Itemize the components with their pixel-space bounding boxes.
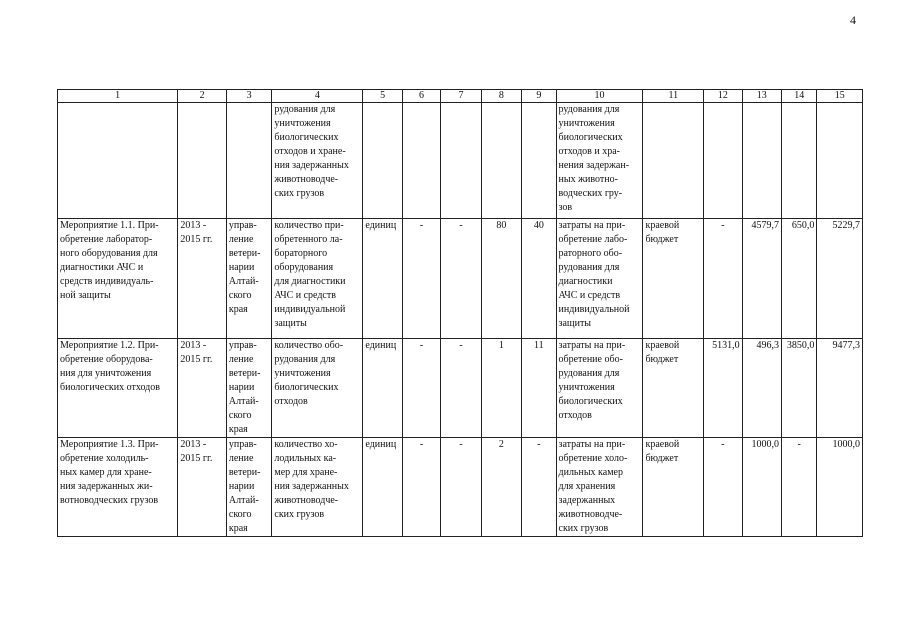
indicator-cell	[272, 438, 363, 537]
column-number: 10	[556, 90, 643, 103]
cell-text-line: нарии	[228, 481, 255, 492]
cell-text-line: биологических	[558, 132, 623, 143]
column-number: 9	[522, 90, 556, 103]
cell-text-line: бюджет	[645, 354, 679, 365]
cell-text-line: управ-	[228, 439, 257, 450]
cell-text-line: нарии	[228, 382, 255, 393]
expense-cell	[556, 339, 643, 438]
cell-text-line: Мероприятие 1.1. При-	[60, 220, 159, 231]
cell-text-line: ния задержанных	[274, 481, 349, 492]
cell-text-line: индивидуальной	[558, 304, 630, 315]
cell-text-line: биологических	[558, 396, 623, 407]
cell-text-line: обретенного ла-	[274, 234, 343, 245]
cell-text-line: Алтай-	[228, 396, 259, 407]
unit-cell: единиц	[363, 438, 402, 537]
event-cell	[58, 219, 178, 339]
executor-cell	[226, 339, 272, 438]
amount-cell: 1000,0	[817, 438, 863, 537]
cell-text-line: затраты на при-	[558, 439, 626, 450]
cell-text-line: ских грузов	[274, 509, 325, 520]
period-cell	[178, 219, 227, 339]
cell-text-line: ветери-	[228, 248, 261, 259]
cell-text-line: ветери-	[228, 368, 261, 379]
value-cell: -	[441, 438, 481, 537]
cell-text-line: количество при-	[274, 220, 344, 231]
column-number: 12	[704, 90, 742, 103]
amount-cell: 1000,0	[742, 438, 781, 537]
value-cell: -	[402, 219, 440, 339]
program-table	[57, 89, 863, 537]
cell-text-line: бюджет	[645, 234, 679, 245]
expense-cell	[556, 219, 643, 339]
cell-text-line: АЧС и средств	[274, 290, 336, 301]
value-cell: 2	[481, 438, 521, 537]
cell-text-line: 2015 гг.	[180, 453, 213, 464]
value-cell: 11	[522, 339, 556, 438]
cell-text-line: уничтожения	[274, 118, 331, 129]
cell-text-line: защиты	[558, 318, 592, 329]
executor-cell	[226, 219, 272, 339]
cell-text-line: раторного обо-	[558, 248, 623, 259]
cell-text-line: вотноводческих грузов	[60, 495, 159, 506]
unit-cell: единиц	[363, 219, 402, 339]
cell-text-line: 2015 гг.	[180, 234, 213, 245]
value-cell: -	[441, 219, 481, 339]
column-number: 2	[178, 90, 227, 103]
cell-text-line: ния задержанных жи-	[60, 481, 153, 492]
cell-text-line: АЧС и средств	[558, 290, 621, 301]
cell-text-line: краевой	[645, 340, 680, 351]
cell-text-line: обретение оборудова-	[60, 354, 153, 365]
cell-text-line: дильных камер	[558, 467, 623, 478]
cell-text-line: ной защиты	[60, 290, 111, 301]
cell-text-line: ление	[228, 234, 254, 245]
cell-text-line: защиты	[274, 318, 307, 329]
cell-text-line: отходов и хра-	[558, 146, 620, 157]
cell-text-line: края	[228, 523, 248, 534]
event-cell	[58, 438, 178, 537]
cell-text-line: ских грузов	[558, 523, 609, 534]
amount-cell: 496,3	[742, 339, 781, 438]
column-number: 6	[402, 90, 440, 103]
value-cell: -	[441, 339, 481, 438]
column-number: 15	[817, 90, 863, 103]
column-number: 1	[58, 90, 178, 103]
cell-text-line: 2013 -	[180, 340, 207, 351]
cell-text-line: края	[228, 304, 248, 315]
column-number: 13	[742, 90, 781, 103]
page-number: 4	[850, 13, 856, 27]
cell-text-line: оборудования	[274, 262, 334, 273]
cell-text-line: ского	[228, 509, 252, 520]
cell-text-line: управ-	[228, 220, 257, 231]
cell-text-line: животноводче-	[558, 509, 623, 520]
cell-text-line: нения задержан-	[558, 160, 630, 171]
cell-text-line: ского	[228, 410, 252, 421]
column-number: 7	[441, 90, 481, 103]
cell-text-line: ветери-	[228, 467, 261, 478]
unit-cell: единиц	[363, 339, 402, 438]
cell-text-line: рудования для	[558, 368, 620, 379]
cell-text-line: затраты на при-	[558, 220, 626, 231]
cell-text-line: лодильных ка-	[274, 453, 337, 464]
cell-text-line: ских грузов	[274, 188, 325, 199]
cell-text-line: зов	[558, 202, 573, 213]
cell-text-line: края	[228, 424, 248, 435]
cell-text-line: затраты на при-	[558, 340, 626, 351]
amount-cell: -	[704, 438, 742, 537]
cell-text-line: Алтай-	[228, 495, 259, 506]
amount-cell: 650,0	[782, 219, 817, 339]
cell-text-line: отходов	[558, 410, 592, 421]
value-cell: 1	[481, 339, 521, 438]
value-cell: 80	[481, 219, 521, 339]
cell-text-line: ление	[228, 453, 254, 464]
executor-cell	[226, 438, 272, 537]
column-number-row	[58, 90, 863, 103]
amount-cell: -	[704, 219, 742, 339]
cell-text-line: диагностики АЧС и	[60, 262, 144, 273]
cell-text-line: рудования для	[274, 104, 336, 115]
cell-text-line: краевой	[645, 220, 680, 231]
cell-text-line: ского	[228, 290, 252, 301]
cell-text-line: рудования для	[558, 262, 620, 273]
cell-text-line: обретение обо-	[558, 354, 623, 365]
cell-text-line: бораторного	[274, 248, 328, 259]
column-number: 11	[643, 90, 704, 103]
cell-text-line: мер для хране-	[274, 467, 338, 478]
column-number: 5	[363, 90, 402, 103]
continuation-row	[58, 103, 863, 219]
table-row	[58, 219, 863, 339]
cell-text-line: ных животно-	[558, 174, 618, 185]
value-cell: -	[522, 438, 556, 537]
amount-cell: 5131,0	[704, 339, 742, 438]
cell-text-line: для хранения	[558, 481, 616, 492]
column-number: 14	[782, 90, 817, 103]
cell-text-line: отходов	[274, 396, 308, 407]
amount-cell: -	[782, 438, 817, 537]
value-cell: 40	[522, 219, 556, 339]
cell-text-line: ление	[228, 354, 254, 365]
amount-cell: 4579,7	[742, 219, 781, 339]
cell-text-line: водческих гру-	[558, 188, 623, 199]
cell-text-line: для диагностики	[274, 276, 346, 287]
source-cell	[643, 339, 704, 438]
cell-text-line: ния задержанных	[274, 160, 349, 171]
cell-text-line: Мероприятие 1.3. При-	[60, 439, 159, 450]
cell-text-line: уничтожения	[274, 368, 331, 379]
cell-text-line: управ-	[228, 340, 257, 351]
cell-text-line: животноводче-	[274, 495, 339, 506]
amount-cell: 3850,0	[782, 339, 817, 438]
cell-text-line: ного оборудования для	[60, 248, 158, 259]
expense-cell	[556, 438, 643, 537]
indicator-cell	[272, 219, 363, 339]
source-cell	[643, 219, 704, 339]
cell-text-line: отходов и хране-	[274, 146, 346, 157]
indicator-cell	[272, 103, 363, 219]
value-cell: -	[402, 438, 440, 537]
cell-text-line: животноводче-	[274, 174, 339, 185]
cell-text-line: 2013 -	[180, 220, 207, 231]
indicator-cell	[272, 339, 363, 438]
cell-text-line: количество обо-	[274, 340, 344, 351]
cell-text-line: биологических отходов	[60, 382, 160, 393]
table-row	[58, 339, 863, 438]
cell-text-line: нарии	[228, 262, 255, 273]
cell-text-line: уничтожения	[558, 118, 615, 129]
cell-text-line: биологических	[274, 382, 339, 393]
cell-text-line: обретение холо-	[558, 453, 628, 464]
period-cell	[178, 438, 227, 537]
cell-text-line: задержанных	[558, 495, 616, 506]
expense-cell	[556, 103, 643, 219]
cell-text-line: индивидуальной	[274, 304, 346, 315]
cell-text-line: количество хо-	[274, 439, 338, 450]
cell-text-line: ных камер для хране-	[60, 467, 152, 478]
period-cell	[178, 339, 227, 438]
column-number: 3	[226, 90, 272, 103]
cell-text-line: рудования для	[558, 104, 620, 115]
cell-text-line: Мероприятие 1.2. При-	[60, 340, 159, 351]
cell-text-line: 2015 гг.	[180, 354, 213, 365]
cell-text-line: биологических	[274, 132, 339, 143]
cell-text-line: обретение лаборатор-	[60, 234, 153, 245]
cell-text-line: обретение холодиль-	[60, 453, 149, 464]
cell-text-line: краевой	[645, 439, 680, 450]
column-number: 4	[272, 90, 363, 103]
cell-text-line: Алтай-	[228, 276, 259, 287]
cell-text-line: ния для уничтожения	[60, 368, 152, 379]
amount-cell: 9477,3	[817, 339, 863, 438]
event-cell	[58, 339, 178, 438]
column-number: 8	[481, 90, 521, 103]
cell-text-line: обретение лабо-	[558, 234, 628, 245]
cell-text-line: уничтожения	[558, 382, 615, 393]
cell-text-line: рудования для	[274, 354, 336, 365]
cell-text-line: средств индивидуаль-	[60, 276, 154, 287]
cell-text-line: диагностики	[558, 276, 613, 287]
table-row	[58, 438, 863, 537]
value-cell: -	[402, 339, 440, 438]
cell-text-line: бюджет	[645, 453, 679, 464]
cell-text-line: 2013 -	[180, 439, 207, 450]
amount-cell: 5229,7	[817, 219, 863, 339]
source-cell	[643, 438, 704, 537]
